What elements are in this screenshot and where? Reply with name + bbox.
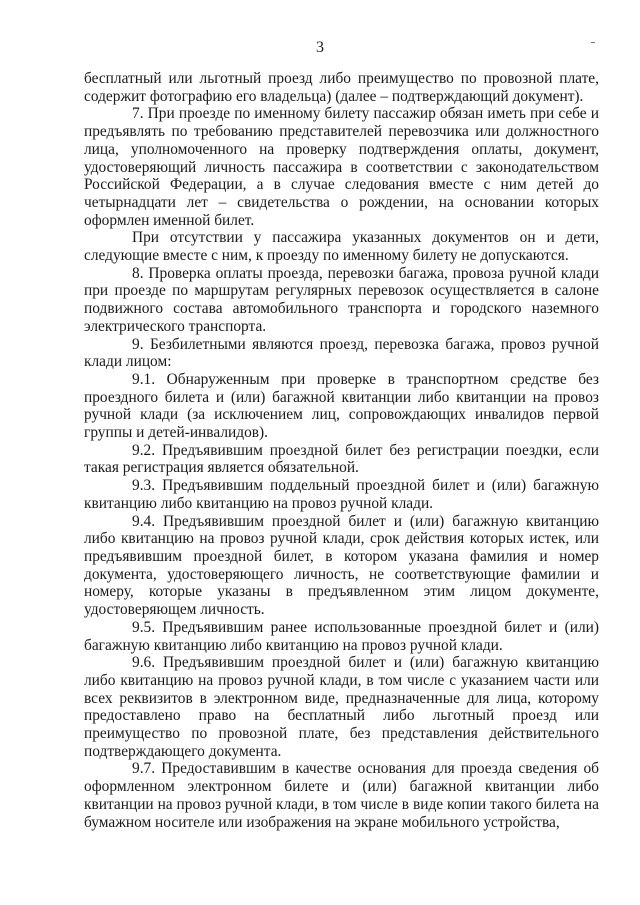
paragraph-9-7: 9.7. Предоставившим в качестве основания для проезда сведения об оформленном электронном билете и (или) багажной квитанции либо квитанции на провоз ручной клади, в том числе в виде копии такого билета на бумажном носителе или изображения на экране мобильного устройства, [84, 760, 599, 831]
page-number: 3 [316, 39, 324, 56]
paragraph-9: 9. Безбилетными являются проезд, перевозка багажа, провоз ручной клади лицом: [84, 335, 599, 371]
paragraph-9-6: 9.6. Предъявившим проездной билет и (или) багажную квитанцию либо квитанцию на провоз ручной клади, в том числе с указанием части или всех реквизитов в электронном виде, предназначенные для лица, которому предоставлено право на бесплатный либо льготный проезд или преимущество по провозной плате, без представления действительного подтверждающего документа. [84, 654, 599, 760]
paragraph-9-2: 9.2. Предъявившим проездной билет без регистрации поездки, если такая регистрация является обязательной. [84, 441, 599, 477]
scan-mark [591, 42, 595, 43]
paragraph-9-1: 9.1. Обнаруженным при проверке в транспортном средстве без проездного билета и (или) багажной квитанции либо квитанции на провоз ручной клади (за исключением лиц, сопровождающих инвалидов первой группы и детей-инвалидов). [84, 370, 599, 442]
paragraph-8: 8. Проверка оплаты проезда, перевозки багажа, провоза ручной клади при проезде по маршрутам регулярных перевозок осуществляется в салоне подвижного состава автомобильного транспорта и городского наземного электрического транспорта. [84, 264, 599, 335]
paragraph-continuation: бесплатный или льготный проезд либо преимущество по провозной плате, содержит фотографию его владельца) (далее – подтверждающий документ). [84, 70, 599, 105]
paragraph-9-4: 9.4. Предъявившим проездной билет и (или) багажную квитанцию либо квитанцию на провоз ручной клади, срок действия которых истек, или предъявившим проездной билет, в котором указана фамилия и номер документа, удостоверяющего личность, не соответствующие фамилии и номеру, которые указаны в предъявленном этим лицом документе, удостоверяющем личность. [84, 512, 599, 619]
paragraph-9-3: 9.3. Предъявившим поддельный проездной билет и (или) багажную квитанцию либо квитанцию на провоз ручной клади. [84, 477, 599, 512]
paragraph-7: 7. При проезде по именному билету пассажир обязан иметь при себе и предъявлять по требованию представителей перевозчика или должностного лица, уполномоченного на проверку подтверждения оплаты, документ, удостоверяющий личность пассажира в соответствии с законодательством Российской Федерации, а в случае следования вместе с ним детей до четырнадцати лет – свидетельства о рождении, на основании которых оформлен именной билет. [84, 105, 599, 229]
paragraph-7-note: При отсутствии у пассажира указанных документов он и дети, следующие вместе с ним, к проезду по именному билету не допускаются. [84, 229, 599, 265]
paragraph-9-5: 9.5. Предъявившим ранее использованные проездной билет и (или) багажную квитанцию либо квитанцию на провоз ручной клади. [84, 618, 599, 654]
document-body [84, 70, 599, 831]
